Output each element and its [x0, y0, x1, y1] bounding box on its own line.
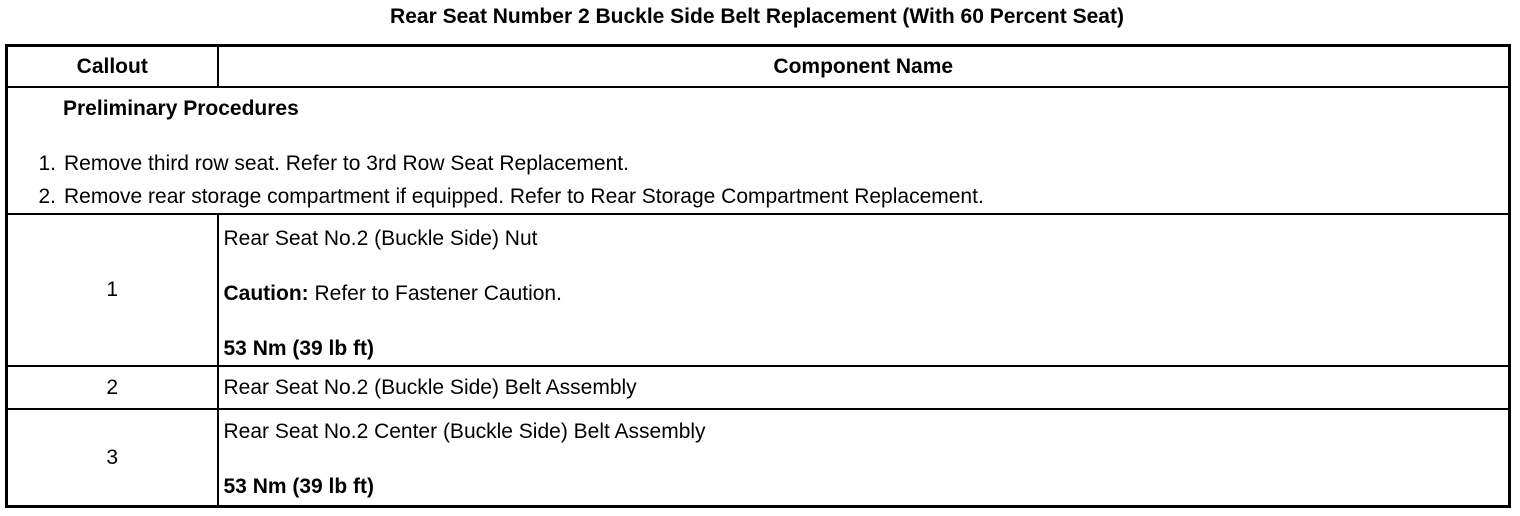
- component-name: Rear Seat No.2 (Buckle Side) Belt Assembly: [223, 375, 637, 399]
- caution-note: [224, 282, 1509, 306]
- preliminary-step: [8, 185, 984, 209]
- component-name-cell: [218, 409, 1510, 507]
- preliminary-procedures-row: [7, 87, 1510, 214]
- callout-cell: 2: [7, 366, 218, 409]
- preliminary-procedures-cell: [7, 87, 1510, 214]
- procedure-table: [5, 44, 1511, 508]
- torque-spec: 53 Nm (39 lb ft): [223, 337, 375, 360]
- preliminary-procedures-heading: Preliminary Procedures: [63, 97, 299, 120]
- component-name: Rear Seat No.2 (Buckle Side) Nut: [223, 227, 538, 250]
- table-row: [7, 366, 1510, 409]
- component-name-column-header: Component Name: [218, 46, 1510, 88]
- callout-column-header: Callout: [7, 46, 218, 88]
- callout-cell: 1: [7, 214, 218, 366]
- table-row: [7, 214, 1510, 366]
- step-text: Remove rear storage compartment if equipped. Refer to Rear Storage Compartment Replacement.: [64, 185, 984, 208]
- caution-text: Refer to Fastener Caution.: [308, 282, 562, 305]
- component-name-cell: [218, 366, 1510, 409]
- table-row: [7, 409, 1510, 507]
- callout-cell: 3: [7, 409, 218, 507]
- table-header-row: [7, 46, 1510, 88]
- component-name-cell: [218, 214, 1510, 366]
- step-text: Remove third row seat. Refer to 3rd Row Seat Replacement.: [64, 152, 629, 175]
- step-number: 2.: [38, 185, 56, 208]
- torque-spec: 53 Nm (39 lb ft): [223, 475, 375, 498]
- component-name: Rear Seat No.2 Center (Buckle Side) Belt Assembly: [223, 420, 706, 443]
- document-title: Rear Seat Number 2 Buckle Side Belt Replacement (With 60 Percent Seat): [390, 5, 1124, 28]
- caution-label: Caution:: [223, 282, 309, 305]
- step-number: 1.: [38, 152, 56, 175]
- preliminary-step: [8, 152, 629, 176]
